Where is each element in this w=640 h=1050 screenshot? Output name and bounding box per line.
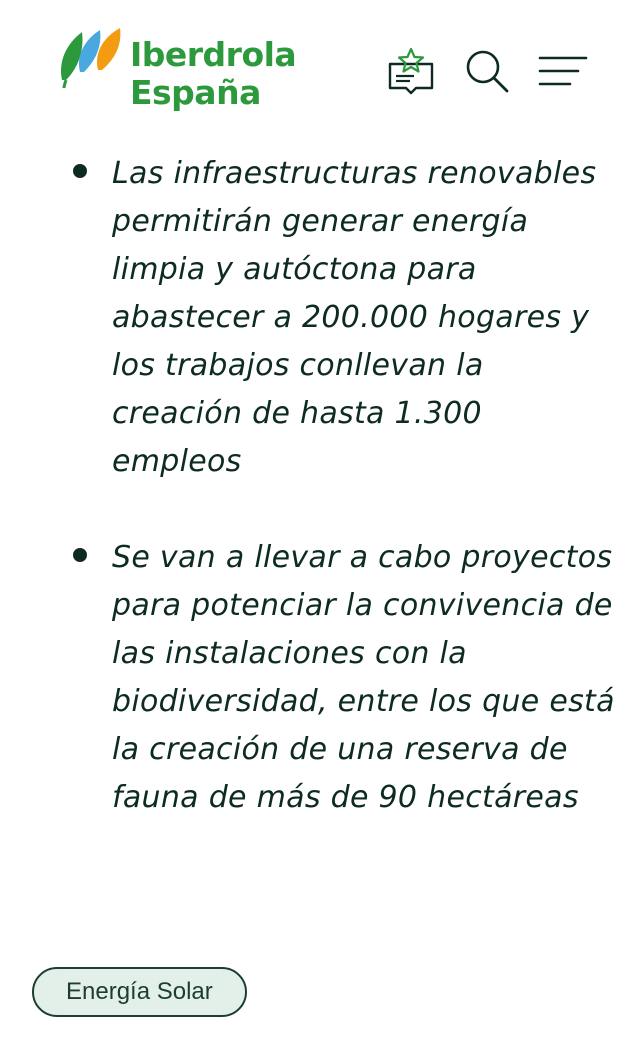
- list-item: [0, 534, 640, 822]
- logo-line-2: España: [130, 73, 261, 112]
- favorites-icon: [386, 46, 436, 96]
- logo-line-1: Iberdrola: [130, 35, 297, 74]
- menu-icon: [538, 54, 588, 88]
- bullet-text: Se van a llevar a cabo proyectos para potenciar la convivencia de las instalaciones con la biodiversidad, entre los que está la creación de una reserva de fauna de más de 90 hectáreas: [112, 540, 615, 815]
- menu-button[interactable]: [538, 54, 588, 91]
- iberdrola-leaves-icon: [58, 26, 124, 88]
- article-highlights: [0, 150, 640, 822]
- bullet-dot: [73, 548, 87, 562]
- iberdrola-logo[interactable]: [58, 24, 308, 116]
- article-content: [0, 150, 640, 870]
- search-button[interactable]: [464, 48, 510, 97]
- site-header: [0, 0, 640, 138]
- favorites-button[interactable]: [386, 46, 436, 99]
- tag-energia-solar[interactable]: Energía Solar: [32, 967, 247, 1017]
- list-item: [0, 150, 640, 486]
- bullet-text: Las infraestructuras renovables permitirán generar energía limpia y autóctona para abastecer a 200.000 hogares y los trabajos conllevan la creación de hasta 1.300 empleos: [112, 156, 597, 479]
- bullet-dot: [73, 164, 87, 178]
- header-actions: [386, 44, 588, 100]
- logo-wordmark: [130, 36, 296, 112]
- search-icon: [464, 48, 510, 94]
